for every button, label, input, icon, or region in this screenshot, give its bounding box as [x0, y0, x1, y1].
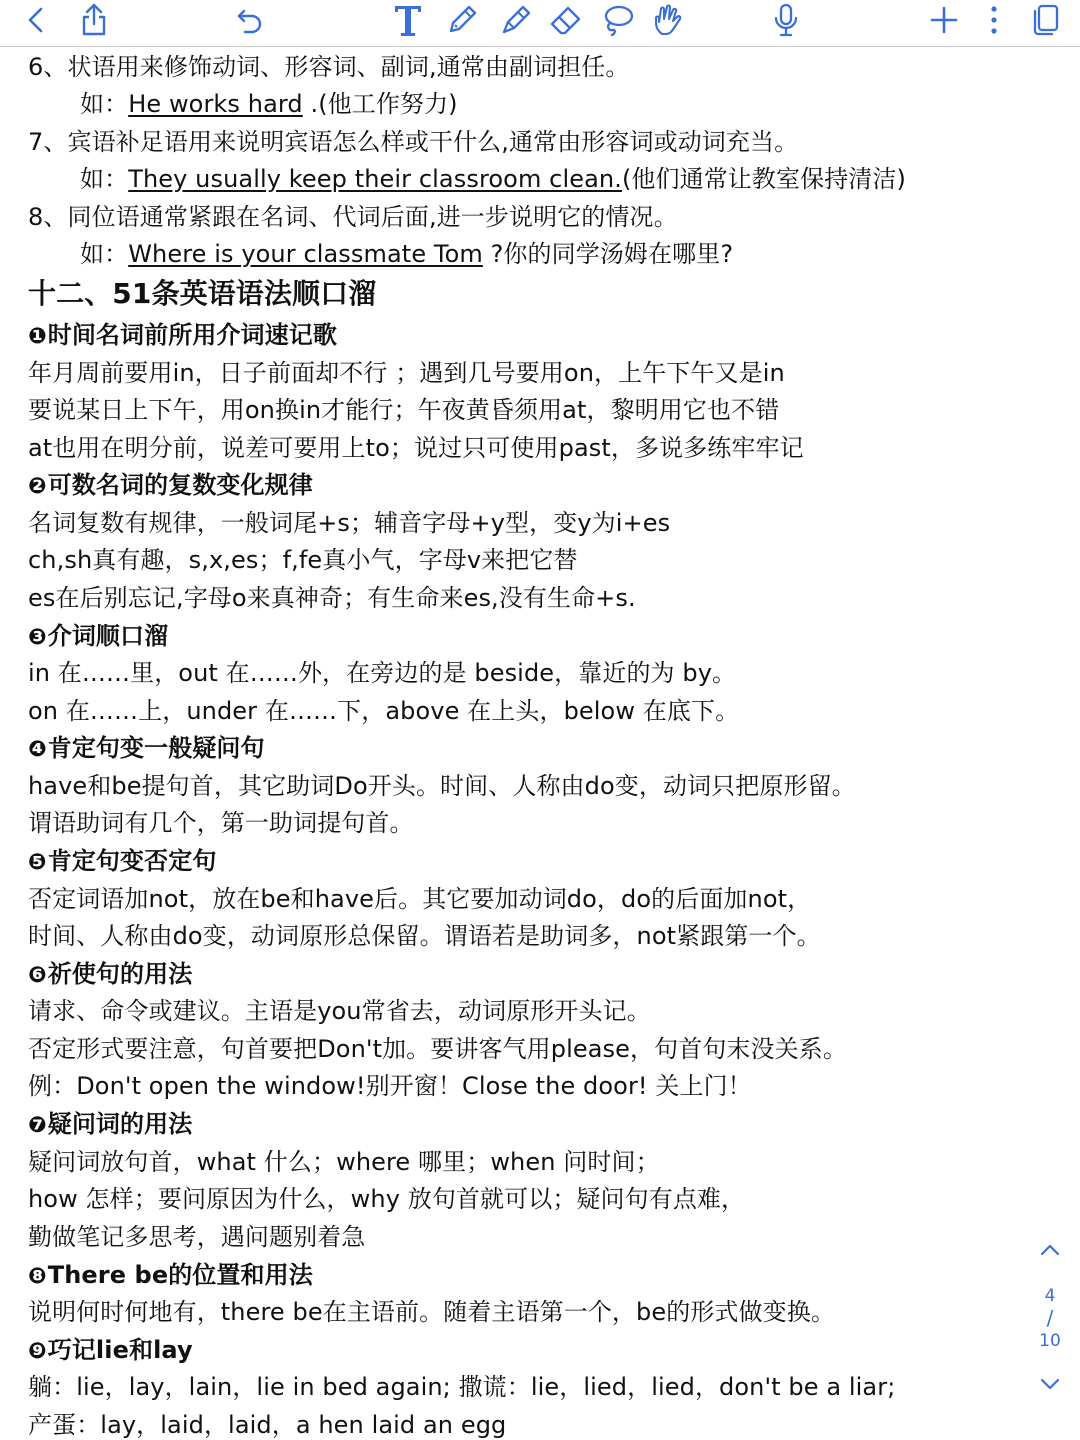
number-badge: ❺ [28, 850, 47, 875]
text-line: 谓语助词有几个，第一助词提句首。 [28, 809, 414, 837]
subsection-title: 可数名词的复数变化规律 [47, 471, 313, 499]
example-line [80, 236, 733, 272]
example-prefix: 如： [80, 240, 129, 268]
plus-icon [929, 5, 959, 35]
share-button[interactable] [72, 0, 116, 40]
number-badge: ❶ [28, 324, 47, 349]
example-prefix: 如： [80, 90, 129, 118]
highlighter-tool-button[interactable] [494, 0, 538, 40]
subsection-heading [28, 843, 216, 879]
subsection-title: 介词顺口溜 [47, 622, 169, 650]
chevron-up-icon [1038, 1240, 1062, 1260]
add-button[interactable] [922, 0, 966, 40]
subsection-title: 祈使句的用法 [47, 960, 193, 988]
pages-icon [1031, 3, 1061, 37]
section-title: 十二、51条英语语法顺口溜 [28, 277, 377, 310]
subsection-heading [28, 1332, 193, 1368]
lasso-icon [601, 3, 635, 37]
chevron-left-icon [24, 5, 48, 35]
text-line: 躺：lie，lay，lain，lie in bed again; 撒谎：lie，lied，lied，don't be a liar; [28, 1373, 896, 1401]
subsection-heading [28, 1106, 192, 1142]
subsection-title: 巧记lie和lay [47, 1336, 193, 1364]
text-line: 否定形式要注意，句首要把Don't加。要讲客气用please，句首句末没关系。 [28, 1035, 847, 1063]
share-icon [79, 3, 109, 37]
back-button[interactable] [14, 0, 58, 40]
text-line: es在后别忘记,字母o来真神奇；有生命来es,没有生命+s. [28, 584, 636, 612]
subsection-heading [28, 618, 168, 654]
hand-icon [652, 3, 684, 37]
text-line: 疑问词放句首，what 什么；where 哪里；when 问时间； [28, 1148, 660, 1176]
text-line: have和be提句首，其它助词Do开头。时间、人称由do变，动词只把原形留。 [28, 772, 856, 800]
text-tool-button[interactable] [386, 0, 430, 40]
example-chinese: (他们通常让教室保持清洁) [621, 165, 906, 193]
lasso-tool-button[interactable] [596, 0, 640, 40]
text-line: 否定词语加not，放在be和have后。其它要加动词do，do的后面加not， [28, 885, 812, 913]
pen-icon [445, 3, 479, 37]
number-badge: ❼ [28, 1113, 47, 1138]
text-line: 8、同位语通常紧跟在名词、代词后面,进一步说明它的情况。 [28, 203, 678, 231]
text-line: 7、宾语补足语用来说明宾语怎么样或干什么,通常由形容词或动词充当。 [28, 128, 799, 156]
number-badge: ❽ [28, 1264, 47, 1289]
page-navigator [1030, 1230, 1070, 1410]
number-badge: ❸ [28, 625, 47, 650]
text-line: 名词复数有规律，一般词尾+s；辅音字母+y型，变y为i+es [28, 509, 671, 537]
subsection-title: 时间名词前所用介词速记歌 [47, 321, 337, 349]
subsection-title: 肯定句变否定句 [47, 847, 217, 875]
more-icon [989, 5, 999, 35]
number-badge: ❻ [28, 963, 47, 988]
pages-button[interactable] [1024, 0, 1068, 40]
subsection-heading [28, 317, 337, 353]
example-english: They usually keep their classroom clean. [128, 165, 622, 193]
example-english: Where is your classmate Tom [128, 240, 483, 268]
total-page-count: 10 [1039, 1331, 1061, 1351]
undo-icon [235, 5, 265, 35]
text-line: on 在……上，under 在……下，above 在上头，below 在底下。 [28, 697, 740, 725]
current-page-number: 4 [1044, 1286, 1056, 1306]
pen-tool-button[interactable] [440, 0, 484, 40]
example-prefix: 如： [80, 165, 129, 193]
example-english: He works hard [128, 90, 303, 118]
more-button[interactable] [974, 0, 1014, 40]
text-line: 勤做笔记多思考，遇问题别着急 [28, 1223, 366, 1251]
text-line: 要说某日上下午，用on换in才能行；午夜黄昏须用at，黎明用它也不错 [28, 396, 780, 424]
text-line: 产蛋：lay，laid，laid，a hen laid an egg [28, 1411, 507, 1439]
text-line: 年月周前要用in，日子前面却不行 ；遇到几号要用on，上午下午又是in [28, 359, 785, 387]
text-line: in 在……里，out 在……外，在旁边的是 beside，靠近的为 by。 [28, 659, 737, 687]
undo-button[interactable] [228, 0, 272, 40]
text-line: 说明何时何地有，there be在主语前。随着主语第一个，be的形式做变换。 [28, 1298, 835, 1326]
text-line: 时间、人称由do变，动词原形总保留。谓语若是助词多，not紧跟第一个。 [28, 922, 821, 950]
example-chinese: .(他工作努力) [302, 90, 458, 118]
text-line: ch,sh真有趣，s,x,es；f,fe真小气，字母v来把它替 [28, 546, 578, 574]
text-tool-icon [392, 3, 424, 37]
example-line [80, 86, 458, 122]
previous-page-button[interactable] [1038, 1240, 1062, 1260]
top-toolbar [0, 0, 1080, 47]
microphone-icon [772, 2, 800, 38]
subsection-heading [28, 1257, 313, 1293]
text-line: how 怎样；要问原因为什么，why 放句首就可以；疑问句有点难， [28, 1185, 746, 1213]
chevron-down-icon [1038, 1374, 1062, 1394]
next-page-button[interactable] [1038, 1374, 1062, 1394]
subsection-heading [28, 467, 313, 503]
number-badge: ❷ [28, 474, 47, 499]
text-line: 请求、命令或建议。主语是you常省去，动词原形开头记。 [28, 997, 651, 1025]
example-line [80, 161, 906, 197]
eraser-icon [549, 3, 583, 37]
example-chinese: ?你的同学汤姆在哪里? [482, 240, 734, 268]
number-badge: ❹ [28, 737, 47, 762]
text-line: 例：Don't open the window!别开窗！Close the door! 关上门！ [28, 1072, 752, 1100]
page-separator: / [1046, 1306, 1054, 1330]
hand-tool-button[interactable] [646, 0, 690, 40]
text-line: at也用在明分前，说差可要用上to；说过只可使用past，多说多练牢牢记 [28, 434, 804, 462]
eraser-tool-button[interactable] [544, 0, 588, 40]
subsection-heading [28, 956, 192, 992]
document-page[interactable] [0, 47, 1030, 1440]
subsection-heading [28, 730, 265, 766]
subsection-title: 肯定句变一般疑问句 [47, 734, 265, 762]
number-badge: ❾ [28, 1339, 47, 1364]
subsection-title: 疑问词的用法 [47, 1110, 193, 1138]
highlighter-icon [499, 3, 533, 37]
text-line: 6、状语用来修饰动词、形容词、副词,通常由副词担任。 [28, 53, 630, 81]
subsection-title: There be的位置和用法 [47, 1261, 313, 1289]
microphone-button[interactable] [764, 0, 808, 40]
